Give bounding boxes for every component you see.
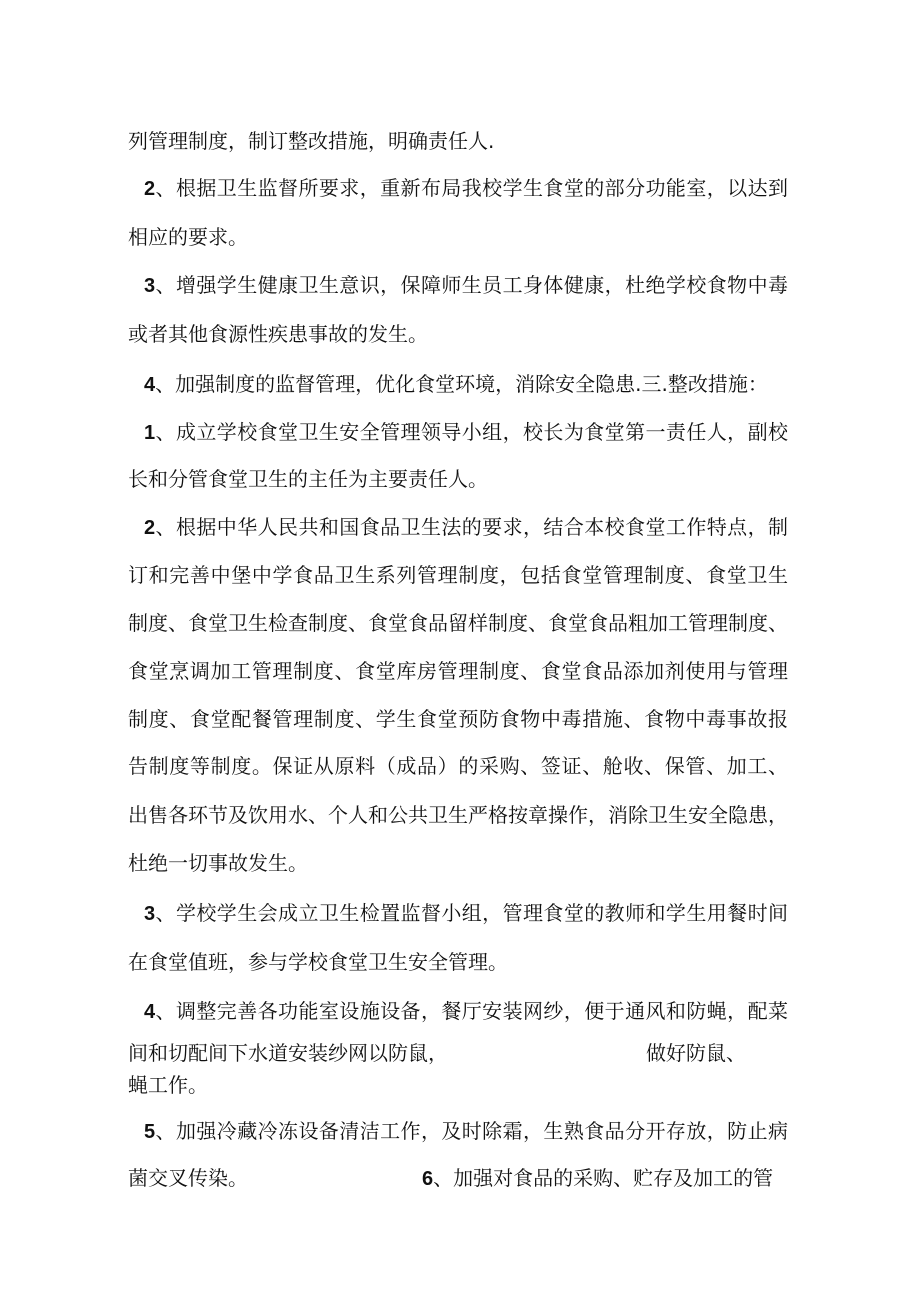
line-text: 做好防鼠、 <box>646 1041 746 1065</box>
line-text: 相应的要求。 <box>128 225 248 249</box>
line-text: 订和完善中堡中学食品卫生系列管理制度，包括食堂管理制度、食堂卫生 <box>128 563 788 587</box>
text-line-17 <box>144 893 788 933</box>
item-number: 6 <box>422 1168 434 1190</box>
line-text: 、调整完善各功能室设施设备，餐厅安装网纱，便于通风和防蝇，配菜 <box>155 999 788 1023</box>
item-number: 4 <box>144 1001 156 1023</box>
line-text: 列管理制度，制订整改措施，明确责任人. <box>128 129 495 153</box>
text-line-2 <box>144 168 788 208</box>
item-number: 4 <box>144 374 156 396</box>
text-line-4 <box>144 265 788 305</box>
item-number: 2 <box>144 178 156 200</box>
line-text: 、增强学生健康卫生意识，保障师生员工身体健康，杜绝学校食物中毒 <box>155 273 788 297</box>
line-text: 食堂烹调加工管理制度、食堂库房管理制度、食堂食品添加剂使用与管理 <box>128 659 788 683</box>
line-text: 制度、食堂卫生检查制度、食堂食品留样制度、食堂食品粗加工管理制度、 <box>128 611 788 635</box>
line-text: 长和分管食堂卫生的主任为主要责任人。 <box>128 467 488 491</box>
line-text: 出售各环节及饮用水、个人和公共卫生严格按章操作，消除卫生安全隐患， <box>128 803 788 827</box>
text-line-7 <box>144 412 788 452</box>
text-line-3 <box>128 217 788 257</box>
line-text: 、根据中华人民共和国食品卫生法的要求，结合本校食堂工作特点，制 <box>155 515 788 539</box>
line-text: 间和切配间下水道安装纱网以防鼠， <box>128 1041 448 1065</box>
line-text: 在食堂值班，参与学校食堂卫生安全管理。 <box>128 950 508 974</box>
line-text: 、加强冷藏冷冻设备清洁工作，及时除霜，生熟食品分开存放，防止病 <box>155 1119 788 1143</box>
text-line-21 <box>128 1065 788 1105</box>
text-line-16 <box>128 843 788 883</box>
text-line-13 <box>128 699 788 739</box>
line-text: 菌交叉传染。 <box>128 1166 248 1190</box>
line-text: 或者其他食源性疾患事故的发生。 <box>128 322 428 346</box>
line-text: 制度、食堂配餐管理制度、学生食堂预防食物中毒措施、食物中毒事故报 <box>128 707 788 731</box>
item-number: 3 <box>144 903 156 925</box>
line-text: 蝇工作。 <box>128 1073 208 1097</box>
text-line-14 <box>128 746 788 786</box>
item-number: 3 <box>144 275 156 297</box>
text-line-23 <box>128 1158 788 1198</box>
text-line-6 <box>144 364 788 404</box>
line-text: 、成立学校食堂卫生安全管理领导小组，校长为食堂第一责任人，副校 <box>155 420 788 444</box>
item-number: 5 <box>144 1121 156 1143</box>
text-line-11 <box>128 603 788 643</box>
text-line-1 <box>128 121 788 161</box>
item-number: 1 <box>144 422 156 444</box>
text-line-9 <box>144 507 788 547</box>
line-text: 、根据卫生监督所要求，重新布局我校学生食堂的部分功能室，以达到 <box>155 176 788 200</box>
line-text: 、学校学生会成立卫生检置监督小组，管理食堂的教师和学生用餐时间 <box>155 901 788 925</box>
text-line-8 <box>128 459 788 499</box>
item-number: 2 <box>144 517 156 539</box>
text-line-15 <box>128 795 788 835</box>
text-line-19 <box>144 991 788 1031</box>
text-line-12 <box>128 651 788 691</box>
text-line-18 <box>128 942 788 982</box>
line-text: 、加强制度的监督管理，优化食堂环境，消除安全隐患.三.整改措施： <box>155 372 768 396</box>
text-line-22 <box>144 1111 788 1151</box>
text-line-5 <box>128 314 788 354</box>
text-line-10 <box>128 555 788 595</box>
line-text: 告制度等制度。保证从原料（成品）的采购、签证、舱收、保管、加工、 <box>128 754 788 778</box>
line-text: 、加强对食品的采购、贮存及加工的管 <box>433 1166 774 1190</box>
line-text: 杜绝一切事故发生。 <box>128 851 308 875</box>
